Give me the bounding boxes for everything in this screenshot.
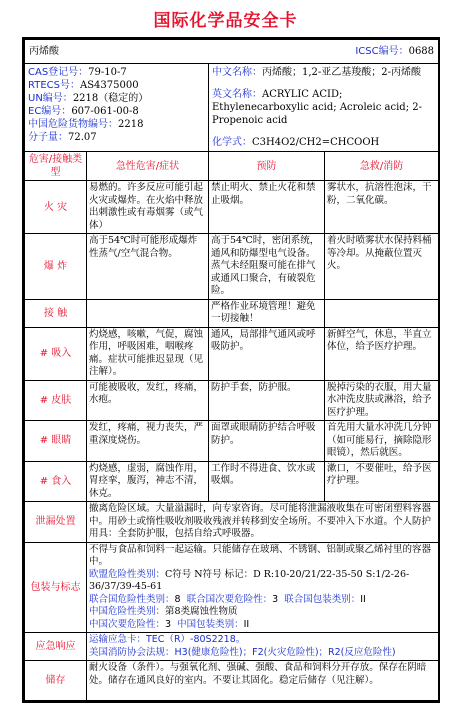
hazard-type: 接 触: [25, 299, 87, 327]
identifiers: [25, 64, 209, 152]
icsc-value: 0688: [408, 46, 435, 57]
hazard-row: [25, 421, 439, 462]
cn-pack-label: 中国包装类别：: [177, 618, 244, 630]
cn-pack-value: II: [243, 618, 250, 630]
un-label: UN编号：: [28, 93, 73, 104]
packaging-row: [25, 542, 439, 633]
hazard-aid: 新鲜空气，休息，半直立体位，给予医疗护理。: [325, 327, 439, 380]
hazard-row: [25, 380, 439, 421]
un-row: [28, 92, 205, 105]
hazard-prevent: 通风，局部排气通风或呼吸防护。: [209, 327, 325, 380]
en-name-value: ACRYLIC ACID; Ethylenecarboxylic acid; Acroleic acid; 2-Propenoic acid: [212, 89, 422, 126]
hazard-type: 爆 炸: [25, 234, 87, 300]
cas-row: [28, 66, 205, 79]
hazard-type: 火 灾: [25, 181, 87, 234]
un-value: 2218（稳定的）: [72, 93, 149, 104]
col-type: 危害/接触类型: [25, 152, 87, 181]
un-class: [89, 594, 436, 607]
storage-label: 储存: [25, 661, 87, 701]
hazard-prevent: 禁止明火、禁止火花和禁止吸烟。: [209, 181, 325, 234]
hazard-type: # 吸入: [25, 327, 87, 380]
packaging-line1: 不得与食品和饲料一起运输。只能储存在玻璃、不锈钢、铝制或聚乙烯衬里的容器中。: [89, 543, 432, 567]
col-acute: 急性危害/症状: [87, 152, 209, 181]
cn-sub-label: 中国次要危险性：: [89, 618, 166, 630]
hazard-type: # 眼睛: [25, 421, 87, 462]
cn-name-value: 丙烯酸；1,2-亚乙基羧酸；2-丙烯酸: [262, 67, 422, 78]
cas-label: CAS登记号：: [28, 67, 89, 78]
cn-row: [28, 118, 205, 131]
cn-name-label: 中文名称：: [212, 67, 262, 78]
hazard-row: [25, 299, 439, 327]
page-title: 国际化学品安全卡: [153, 11, 298, 31]
en-name-row: [212, 88, 435, 127]
emergency-line1: 运输应急卡：TEC（R）-80S2218。: [89, 634, 246, 645]
hazard-aid: 雾状水，抗溶性泡沫，干粉，二氧化碳。: [325, 181, 439, 234]
cn-name-row: [212, 66, 435, 79]
spill-label: 泄漏处置: [25, 502, 87, 543]
un-pack-label: 联合国包装类别：: [284, 593, 361, 605]
cn-label: 中国危险货物编号：: [28, 119, 118, 130]
hazard-row: [25, 234, 439, 300]
hazard-aid: 首先用大量水冲洗几分钟（如可能易行，摘除隐形眼镜），然后就医。: [325, 421, 439, 462]
eu-class: [89, 569, 436, 594]
hazard-aid: 漱口，不要催吐，给予医疗护理。: [325, 461, 439, 502]
hazard-aid: 着火时喷雾状水保持料桶等冷却。从掩蔽位置灭火。: [325, 234, 439, 300]
cn-class: [89, 606, 436, 619]
mw-row: [28, 131, 205, 144]
hazard-row: [25, 327, 439, 380]
emergency-line2: 美国消防协会法规：H3(健康危险性)；F2(火灾危险性)；R2(反应危险性): [89, 646, 396, 658]
chemical-name: 丙烯酸: [29, 46, 59, 57]
eu-class-value: C符号 N符号 标记：D R:10-20/21/22-35-50 S:1/2-26-36/37/39-45-61: [89, 568, 410, 592]
hazard-type: # 皮肤: [25, 380, 87, 421]
header-row: [25, 40, 439, 64]
storage-row: [25, 661, 439, 701]
hazard-prevent: 面罩或眼睛防护结合呼吸防护。: [209, 421, 325, 462]
hazard-prevent: 严格作业环境管理！避免一切接触！: [209, 299, 325, 327]
icsc-number: [355, 45, 434, 58]
ec-value: 607-061-00-8: [71, 106, 139, 117]
names: [209, 64, 439, 152]
cas-value: 79-10-7: [88, 67, 127, 78]
mw-value: 72.07: [68, 132, 97, 143]
un-class-value: 8: [174, 593, 181, 605]
formula-label: 化学式：: [212, 137, 252, 148]
un-sub-value: 3: [272, 593, 279, 605]
hazard-acute: [87, 299, 209, 327]
rtecs-row: [28, 79, 205, 92]
emergency-content: [87, 633, 439, 661]
icsc-label: ICSC编号：: [355, 46, 409, 57]
spill-row: [25, 502, 439, 543]
un-sub-label: 联合国次要危险性：: [186, 593, 273, 605]
column-header-row: [25, 152, 439, 181]
eu-class-label: 欧盟危险性类别：: [89, 568, 166, 580]
un-pack-value: II: [360, 593, 366, 605]
hazard-acute: 灼烧感，虚弱，腐蚀作用，胃痉挛，腹泻，神志不清，休克。: [87, 461, 209, 502]
packaging-content: [87, 542, 439, 633]
rtecs-label: RTECS号：: [28, 80, 80, 91]
spill-text: 撤离危险区域。大量溢漏时，向专家咨询。尽可能将泄漏液收集在可密闭塑料容器中。用砂土或惰性吸收剂吸收残液并转移到安全场所。不要冲入下水道。个人防护用具：全套防护服，包括自给式呼吸器。: [87, 502, 439, 543]
en-name-label: 英文名称：: [212, 89, 262, 100]
col-prevent: 预防: [209, 152, 325, 181]
hazard-acute: 可能被吸收，发红，疼痛，水疱。: [87, 380, 209, 421]
hazard-prevent: 工作时不得进食、饮水或吸烟。: [209, 461, 325, 502]
cn-class-label: 中国危险性类别：: [89, 606, 166, 617]
hazard-acute: 发红，疼痛，视力丧失，严重深度烧伤。: [87, 421, 209, 462]
hazard-acute: 灼烧感，咳嗽，气促，腐蚀作用，呼吸困难，咽喉疼痛。症状可能推迟显现（见注解）。: [87, 327, 209, 380]
hazard-prevent: 高于54℃时，密闭系统，通风和防爆型电气设备。蒸气未经阻聚可能在排气或通风口聚合，有破裂危险。: [209, 234, 325, 300]
safety-card: [22, 37, 440, 703]
hazard-aid: [325, 299, 439, 327]
col-aid: 急救/消防: [325, 152, 439, 181]
formula-value: C3H4O2/CH2=CHCOOH: [252, 137, 380, 148]
card-table: [24, 39, 439, 701]
hazard-acute: 高于54℃时可能形成爆炸性蒸气/空气混合物。: [87, 234, 209, 300]
hazard-prevent: 防护手套，防护服。: [209, 380, 325, 421]
hazard-row: [25, 461, 439, 502]
formula-row: [212, 136, 435, 149]
hazard-row: [25, 181, 439, 234]
cn-sub-class: [89, 619, 436, 632]
cn-sub-value: 3: [165, 618, 172, 630]
un-class-label: 联合国危险性类别：: [89, 593, 175, 605]
hazard-acute: 易燃的。许多反应可能引起火灾或爆炸。在火焰中释放出刺激性或有毒烟雾（或气体）: [87, 181, 209, 234]
hazard-type: # 食入: [25, 461, 87, 502]
ec-row: [28, 105, 205, 118]
packaging-label: 包装与标志: [25, 542, 87, 633]
mw-label: 分子量：: [28, 132, 68, 143]
storage-text: 耐火设备（条件）。与强氧化剂、强碱、强酸、食品和饲料分开存放。保存在阴暗处。储存在通风良好的室内。不要让其固化。稳定后储存（见注解）。: [87, 661, 439, 701]
ec-label: EC编号：: [28, 106, 72, 117]
cn-class-value: 第8类腐蚀性物质: [165, 606, 238, 617]
rtecs-value: AS4375000: [79, 80, 139, 91]
hazard-aid: 脱掉污染的衣服，用大量水冲洗皮肤或淋浴，给予医疗护理。: [325, 380, 439, 421]
cn-value: 2218: [118, 119, 144, 130]
emergency-label: 应急响应: [25, 633, 87, 661]
emergency-row: [25, 633, 439, 661]
